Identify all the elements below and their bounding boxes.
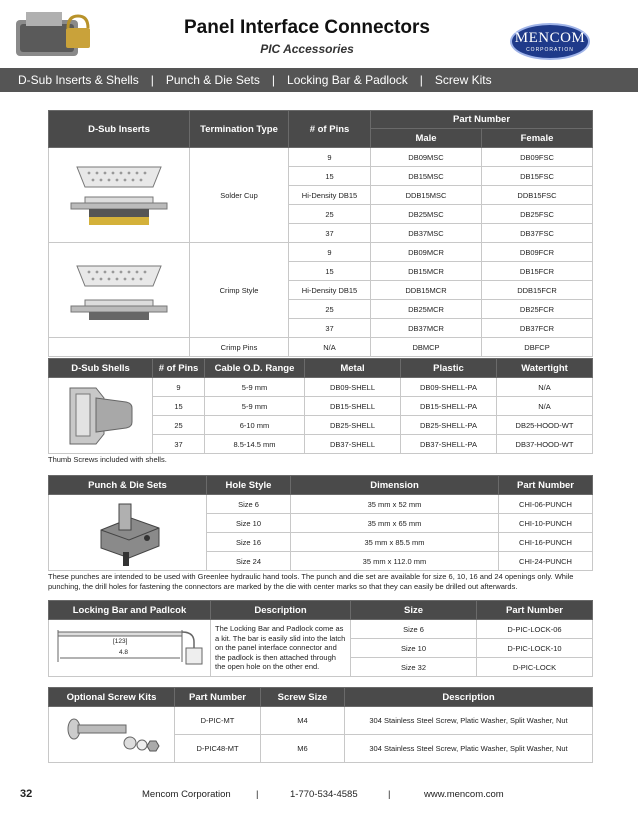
solder-cup-image: [49, 148, 190, 243]
pins-cell: 25: [289, 300, 371, 319]
female-part-cell: DBFCP: [482, 338, 593, 357]
punch-die-table: [48, 475, 593, 571]
dimension-cell: 35 mm x 52 mm: [291, 495, 499, 514]
punch-die-icon: [93, 496, 163, 568]
cable-od-cell: 8.5-14.5 mm: [205, 435, 305, 454]
col-metal: Metal: [305, 359, 401, 378]
female-part-cell: DB37FCR: [482, 319, 593, 338]
metal-cell: DB37-SHELL: [305, 435, 401, 454]
size-cell: Size 6: [351, 620, 477, 639]
solder-cup-type: Solder Cup: [190, 148, 289, 243]
screw-size-cell: M4: [261, 707, 345, 735]
description-cell: 304 Stainless Steel Screw, Platic Washer, Split Washer, Nut: [345, 735, 593, 763]
locking-bar-icon: [52, 622, 208, 672]
col-female: Female: [482, 129, 593, 148]
metal-cell: DB25-SHELL: [305, 416, 401, 435]
female-part-cell: DB09FSC: [482, 148, 593, 167]
section-nav: [0, 68, 638, 92]
male-part-cell: DB09MCR: [371, 243, 482, 262]
pins-cell: 37: [289, 319, 371, 338]
dsub-inserts-table: [48, 110, 593, 357]
footer-company: Mencom Corporation: [142, 789, 231, 800]
screw-size-cell: M6: [261, 735, 345, 763]
shells-note: Thumb Screws included with shells.: [48, 455, 167, 464]
col-part-number: Part Number: [477, 601, 593, 620]
crimp-style-image: [49, 243, 190, 338]
plastic-cell: DB15-SHELL-PA: [401, 397, 497, 416]
col-plastic: Plastic: [401, 359, 497, 378]
nav-punch[interactable]: Punch & Die Sets: [165, 73, 260, 87]
pins-cell: 25: [289, 205, 371, 224]
female-part-cell: DDB15FSC: [482, 186, 593, 205]
col-hole-style: Hole Style: [207, 476, 291, 495]
punch-image: [49, 495, 207, 571]
female-part-cell: DB37FSC: [482, 224, 593, 243]
male-part-cell: DB15MCR: [371, 262, 482, 281]
col-part-number: Part Number: [371, 111, 593, 129]
pins-cell: 15: [289, 167, 371, 186]
female-part-cell: DB25FCR: [482, 300, 593, 319]
cable-od-cell: 5-9 mm: [205, 378, 305, 397]
male-part-cell: DB37MCR: [371, 319, 482, 338]
part-number-cell: CHI-16-PUNCH: [499, 533, 593, 552]
col-termination: Termination Type: [190, 111, 289, 148]
part-number-cell: CHI-06-PUNCH: [499, 495, 593, 514]
part-number-cell: D-PIC-LOCK-10: [477, 639, 593, 658]
col-dsub-inserts: D-Sub Inserts: [49, 111, 190, 148]
plastic-cell: DB25-SHELL-PA: [401, 416, 497, 435]
plastic-cell: DB09-SHELL-PA: [401, 378, 497, 397]
pins-cell: 37: [289, 224, 371, 243]
col-screw-kits: Optional Screw Kits: [49, 688, 175, 707]
footer-separator: |: [388, 789, 391, 800]
col-punch-die: Punch & Die Sets: [49, 476, 207, 495]
male-part-cell: DB15MSC: [371, 167, 482, 186]
hole-style-cell: Size 10: [207, 514, 291, 533]
header-photo-icon: [10, 4, 92, 64]
nav-separator: |: [271, 73, 276, 87]
nav-separator: |: [150, 73, 154, 87]
col-pins: # of Pins: [153, 359, 205, 378]
watertight-cell: DB25-HOOD-WT: [497, 416, 593, 435]
male-part-cell: DBMCP: [371, 338, 482, 357]
dimension-cell: 35 mm x 85.5 mm: [291, 533, 499, 552]
part-number-cell: D-PIC-LOCK-06: [477, 620, 593, 639]
col-cable-od: Cable O.D. Range: [205, 359, 305, 378]
female-part-cell: DDB15FCR: [482, 281, 593, 300]
logo-subtext: CORPORATION: [526, 47, 574, 53]
screw-kit-icon: [62, 709, 162, 759]
col-screw-size: Screw Size: [261, 688, 345, 707]
size-cell: Size 10: [351, 639, 477, 658]
dsub-connector-icon: [59, 246, 179, 332]
part-number-cell: D-PIC-LOCK: [477, 658, 593, 677]
page-title: Panel Interface Connectors: [183, 17, 431, 38]
pins-cell: N/A: [289, 338, 371, 357]
metal-cell: DB09-SHELL: [305, 378, 401, 397]
crimp-pins-label: Crimp Pins: [190, 338, 289, 357]
col-watertight: Watertight: [497, 359, 593, 378]
cable-od-cell: 5-9 mm: [205, 397, 305, 416]
male-part-cell: DDB15MSC: [371, 186, 482, 205]
locking-bar-image: [49, 620, 211, 677]
pins-cell: 9: [153, 378, 205, 397]
hole-style-cell: Size 16: [207, 533, 291, 552]
watertight-cell: N/A: [497, 397, 593, 416]
part-number-cell: CHI-10-PUNCH: [499, 514, 593, 533]
footer-separator: |: [256, 789, 259, 800]
pins-cell: 37: [153, 435, 205, 454]
col-description: Description: [345, 688, 593, 707]
locking-bar-table: [48, 600, 593, 677]
female-part-cell: DB15FCR: [482, 262, 593, 281]
dimension-cell: 35 mm x 112.0 mm: [291, 552, 499, 571]
pins-cell: 9: [289, 148, 371, 167]
col-dsub-shells: D-Sub Shells: [49, 359, 153, 378]
hole-style-cell: Size 6: [207, 495, 291, 514]
footer-phone: 1-770-534-4585: [290, 789, 358, 800]
col-size: Size: [351, 601, 477, 620]
shell-image: [49, 378, 153, 454]
plastic-cell: DB37-SHELL-PA: [401, 435, 497, 454]
cable-od-cell: 6-10 mm: [205, 416, 305, 435]
dimension-label: [123]: [113, 638, 128, 645]
nav-separator: |: [419, 73, 423, 87]
female-part-cell: DB09FCR: [482, 243, 593, 262]
col-part-number: Part Number: [175, 688, 261, 707]
col-locking-bar: Locking Bar and Padlcok: [49, 601, 211, 620]
col-dimension: Dimension: [291, 476, 499, 495]
page-number: 32: [20, 788, 33, 800]
female-part-cell: DB15FSC: [482, 167, 593, 186]
mencom-logo: [510, 23, 590, 60]
dsub-connector-icon: [59, 151, 179, 237]
male-part-cell: DB09MSC: [371, 148, 482, 167]
male-part-cell: DB25MSC: [371, 205, 482, 224]
part-number-cell: CHI-24-PUNCH: [499, 552, 593, 571]
col-description: Description: [211, 601, 351, 620]
male-part-cell: DDB15MCR: [371, 281, 482, 300]
size-cell: Size 32: [351, 658, 477, 677]
pins-cell: 9: [289, 243, 371, 262]
female-part-cell: DB25FSC: [482, 205, 593, 224]
description-cell: 304 Stainless Steel Screw, Platic Washer, Split Washer, Nut: [345, 707, 593, 735]
pins-cell: Hi-Density DB15: [289, 281, 371, 300]
watertight-cell: DB37-HOOD-WT: [497, 435, 593, 454]
screw-kits-table: [48, 687, 593, 763]
col-male: Male: [371, 129, 482, 148]
pins-cell: 15: [153, 397, 205, 416]
locking-bar-description: The Locking Bar and Padlock come as a kit. The bar is easily slid into the latch on the panel interface connector and the padlock is then attached through the open hole on the other end.: [211, 620, 351, 677]
crimp-pins-blank: [49, 338, 190, 357]
part-number-cell: D-PIC48-MT: [175, 735, 261, 763]
page-subtitle: PIC Accessories: [260, 42, 354, 56]
nav-screws[interactable]: Screw Kits: [434, 73, 492, 87]
nav-locking[interactable]: Locking Bar & Padlock: [287, 73, 408, 87]
metal-cell: DB15-SHELL: [305, 397, 401, 416]
col-pins: # of Pins: [289, 111, 371, 148]
male-part-cell: DB37MSC: [371, 224, 482, 243]
pins-cell: 25: [153, 416, 205, 435]
dsub-shells-table: [48, 358, 593, 454]
male-part-cell: DB25MCR: [371, 300, 482, 319]
footer-website[interactable]: www.mencom.com: [424, 789, 504, 800]
dimension-cell: 35 mm x 65 mm: [291, 514, 499, 533]
screw-kit-image: [49, 707, 175, 763]
crimp-style-type: Crimp Style: [190, 243, 289, 338]
hole-style-cell: Size 24: [207, 552, 291, 571]
col-part-number: Part Number: [499, 476, 593, 495]
part-number-cell: D-PIC-MT: [175, 707, 261, 735]
dsub-shell-icon: [56, 380, 146, 450]
pins-cell: Hi-Density DB15: [289, 186, 371, 205]
dimension-label: 4.8: [119, 649, 129, 656]
logo-text: MENCOM: [514, 30, 586, 46]
nav-dsub[interactable]: D-Sub Inserts & Shells: [18, 73, 139, 87]
watertight-cell: N/A: [497, 378, 593, 397]
punch-note: These punches are intended to be used with Greenlee hydraulic hand tools. The punch and die set are available for size 6, 10, 16 and 24 openings only. While punching, the drill holes for fastening the connectors are marked by the die with center marks so that they can easily be drilled out afterwards.: [48, 572, 574, 591]
pins-cell: 15: [289, 262, 371, 281]
